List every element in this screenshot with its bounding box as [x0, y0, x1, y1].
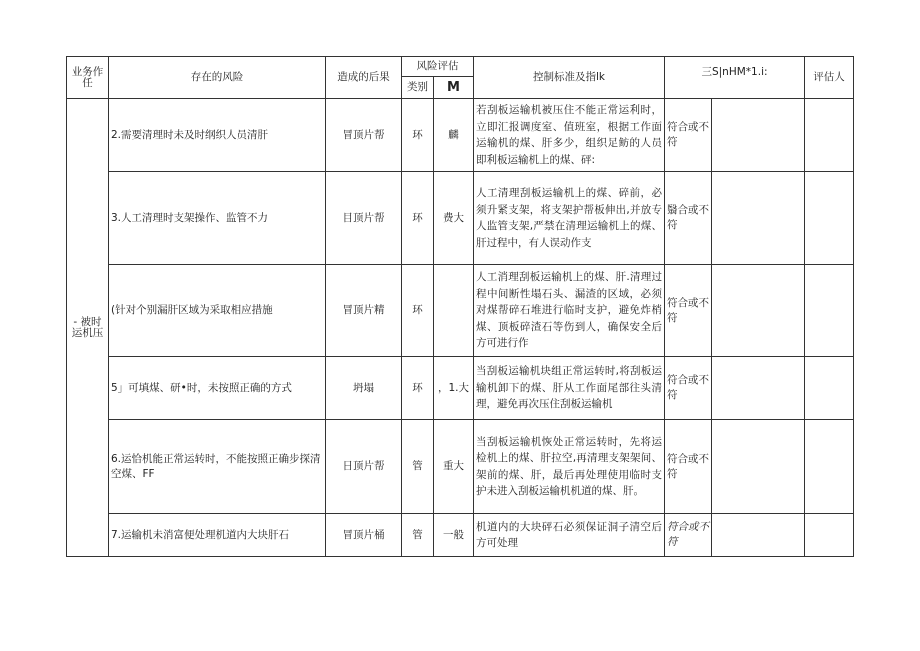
header-assessment: 风险评估 [402, 57, 474, 77]
empty-cell [712, 420, 805, 514]
table-row [67, 99, 854, 172]
level-cell: ，1.大 [434, 357, 474, 420]
empty-cell [712, 99, 805, 172]
risk-cell: 2.需要清理时未及时纲织人员清肝 [109, 99, 326, 172]
empty-cell [712, 172, 805, 265]
control-cell: 机道内的大块砰石必须保证洞子清空后方可处理 [474, 514, 665, 557]
assessor-cell [805, 357, 854, 420]
header-consequence: 造成的后果 [326, 57, 402, 99]
category-cell: 环 [402, 357, 434, 420]
table-row [67, 265, 854, 357]
risk-table [66, 56, 854, 557]
risk-cell: 5」可填煤、研•时，未按照正确的方式 [109, 357, 326, 420]
consequence-cell: 坍塌 [326, 357, 402, 420]
result-cell: 符合或不符 [665, 265, 712, 357]
category-cell: 环 [402, 265, 434, 357]
risk-cell: 7.运输机未消富便处理机道内大块肝石 [109, 514, 326, 557]
header-result: 三S|nHM*1.i: [665, 57, 805, 99]
level-cell: 一般 [434, 514, 474, 557]
header-control: 控制标准及指lk [474, 57, 665, 99]
assessor-cell [805, 172, 854, 265]
table-row [67, 420, 854, 514]
category-cell: 环 [402, 172, 434, 265]
assessor-cell [805, 265, 854, 357]
level-cell: 费大 [434, 172, 474, 265]
level-cell: 重大 [434, 420, 474, 514]
control-cell: 当刮板运输机恢处正常运转时，先将运检机上的煤、肝拉空,再清理支架架间、架前的煤、肝，最后再处理使用临时支护未进入刮板运输机机道的煤、肝。 [474, 420, 665, 514]
business-cell: - 被时运机压 [67, 99, 109, 557]
control-cell: 人工清理刮板运输机上的煤、碎前，必须升紧支架，将支架护帮板伸出,并放专人监管支架,严禁在清理运输机上的煤、肝过程中，有人误动作支 [474, 172, 665, 265]
header-assessor: 评估人 [805, 57, 854, 99]
category-cell: 管 [402, 420, 434, 514]
result-cell: 符合或不符 [665, 99, 712, 172]
risk-cell: 6.运恰机能正常运转时，不能按照正确步探清空煤、FF [109, 420, 326, 514]
assessor-cell [805, 420, 854, 514]
risk-cell: 3.人工清理时支架操作、监管不力 [109, 172, 326, 265]
level-cell: 麟 [434, 99, 474, 172]
header-level: M [434, 77, 474, 99]
control-cell: 当刮板运输机块组正常运转时,将刮板运输机卸下的煤、肝从工作面尾部往头清理，避免再次压住刮板运输机 [474, 357, 665, 420]
table-row [67, 357, 854, 420]
consequence-cell: 日顶片帮 [326, 420, 402, 514]
table-row [67, 172, 854, 265]
consequence-cell: 冒顶片桶 [326, 514, 402, 557]
header-category: 类别 [402, 77, 434, 99]
category-cell: 管 [402, 514, 434, 557]
assessor-cell [805, 514, 854, 557]
consequence-cell: 冒顶片帮 [326, 99, 402, 172]
result-cell: 符合或不符 [665, 420, 712, 514]
result-cell: 翳合或不符 [665, 172, 712, 265]
empty-cell [712, 357, 805, 420]
table-row [67, 514, 854, 557]
control-cell: 若刮板运输机被压住不能正常运利时，立即汇报调度室、值班室，根据工作面运输机的煤、肝多少，组织足鲂的人员即利板运输机上的煤、砰: [474, 99, 665, 172]
empty-cell [712, 514, 805, 557]
level-cell [434, 265, 474, 357]
assessor-cell [805, 99, 854, 172]
header-risk: 存在的风险 [109, 57, 326, 99]
header-business: 业务作任 [67, 57, 109, 99]
result-cell: 符合或不符 [665, 357, 712, 420]
control-cell: 人工消理刮板运输机上的煤、肝.清理过程中间断性塌石头、漏渣的区域，必须对煤帮碎石堆进行临时支护，避免炸梢煤、顶板碎渣石等伤到人，确保安全后方可进行作 [474, 265, 665, 357]
consequence-cell: 冒顶片精 [326, 265, 402, 357]
consequence-cell: 目顶片帮 [326, 172, 402, 265]
category-cell: 环 [402, 99, 434, 172]
result-cell: 符合或不符 [665, 514, 712, 557]
risk-cell: (针对个别漏肝区域为采取相应措施 [109, 265, 326, 357]
risk-assessment-sheet [66, 56, 854, 557]
empty-cell [712, 265, 805, 357]
